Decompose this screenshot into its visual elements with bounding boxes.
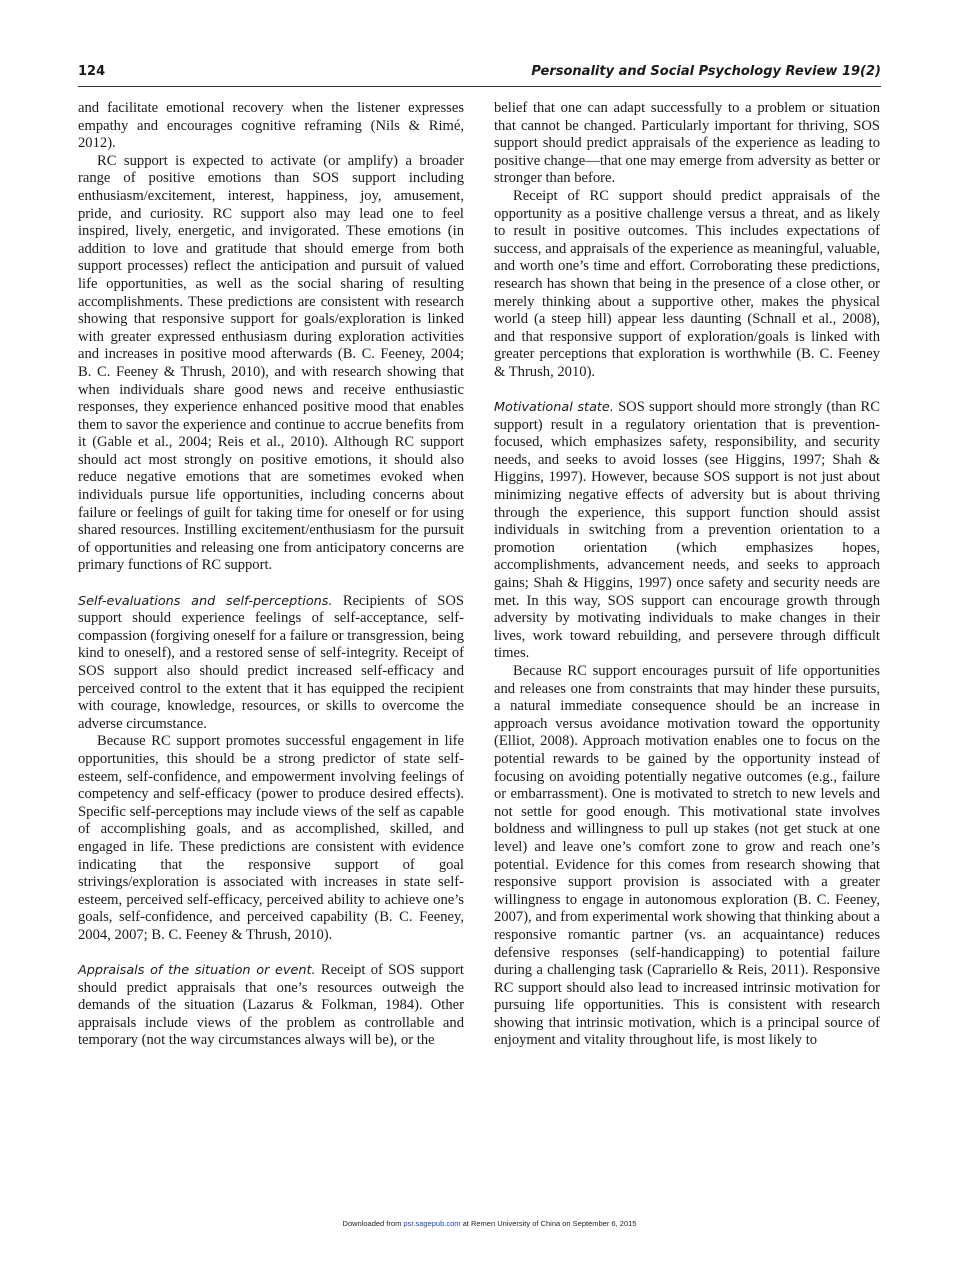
paragraph: and facilitate emotional recovery when the listener expresses empathy and encourages cognitive reframing (Nils & Rimé, 2012). xyxy=(78,100,464,152)
section-appraisals xyxy=(78,962,464,1050)
paragraph: belief that one can adapt successfully to a problem or situation that cannot be changed. Particularly important for thriving, SOS support should predict appraisals of the experience as leading to positive change—that one may emerge from adversity as better or stronger than before. xyxy=(494,100,880,187)
section-self-evaluations xyxy=(78,593,464,734)
right-column xyxy=(494,100,880,1050)
section-heading: Self-evaluations and self-perceptions. xyxy=(78,593,333,609)
page-header xyxy=(78,64,881,84)
journal-running-head: Personality and Social Psychology Review 19(2) xyxy=(531,64,881,79)
section-text: SOS support should more strongly (than RC support) result in a regulatory orientation that is prevention-focused, which emphasizes safety, responsibility, and security needs, and seeks to avoid losses (see Higgins, 1997; Shah & Higgins, 1997). However, because SOS support is not just about minimizing negative effects of adversity but is about thriving through the experience, this support function should assist individuals in switching from a prevention orientation to a promotion orientation (which emphasizes hopes, accomplishments, advancement needs, and seeks to approach gains; Shah & Higgins, 1997) once safety and security needs are met. In this way, SOS support can encourage growth through adversity by motivating individuals to make changes in their lives, work toward rebuilding, and persevere through difficult times. xyxy=(494,399,880,662)
section-text: Receipt of SOS support should predict appraisals that one’s resources outweigh the demands of the situation (Lazarus & Folkman, 1984). Other appraisals include views of the problem as controllable and temporary (not the way circumstances always will be), or the xyxy=(78,962,464,1049)
header-rule xyxy=(78,86,881,87)
download-footer xyxy=(0,1219,979,1228)
paragraph: Because RC support encourages pursuit of life opportunities and releases one from constraints that may hinder these pursuits, a natural immediate consequence should be an increase in approach versus avoidance motivation toward the opportunity (Elliot, 2008). Approach motivation enables one to focus on the potential rewards to be gained by the opportunity instead of focusing on avoiding potentially negative outcomes (e.g., failure or embarrassment). One is motivated to stretch to new levels and not settle for good enough. This motivational state involves boldness and willingness to pull up stakes (not get stuck at one level) and leave one’s comfort zone to grow and reach one’s potential. Evidence for this comes from research showing that responsive support provision is associated with a greater willingness to engage in autonomous exploration (B. C. Feeney, 2007), and from experimental work showing that thinking about a responsive romantic partner (vs. an acquaintance) reduces defensive responses (self-handicapping) to potential failure during a challenging task (Caprariello & Reis, 2011). Responsive RC support should also lead to increased intrinsic motivation for pursuing life opportunities. This is consistent with research showing that intrinsic motivation, which is a principal source of enjoyment and vitality throughout life, is most likely to xyxy=(494,663,880,1049)
paragraph: Receipt of RC support should predict appraisals of the opportunity as a positive challenge versus a threat, and as likely to result in positive outcomes. This includes expectations of success, and appraisals of the experience as meaningful, valuable, and worth one’s time and effort. Corroborating these predictions, research has shown that being in the presence of a close other, or merely thinking about a supportive other, makes the physical world (a steep hill) appear less daunting (Schnall et al., 2008), and that responsive support of exploration/goals is linked with greater perceptions that exploration is worthwhile (B. C. Feeney & Thrush, 2010). xyxy=(494,187,880,380)
footer-link[interactable]: psr.sagepub.com xyxy=(403,1219,461,1228)
footer-suffix: at Remen University of China on September 6, 2015 xyxy=(460,1219,637,1228)
paragraph: RC support is expected to activate (or amplify) a broader range of positive emotions than SOS support including enthusiasm/excitement, interest, happiness, joy, amusement, pride, and curiosity. RC support also may lead one to feel inspired, lively, energetic, and invigorated. These emotions (in addition to love and gratitude that should emerge from both support processes) reflect the anticipation and pursuit of valued life opportunities, as well as the social sharing of resulting accomplishments. These predictions are consistent with research showing that responsive support for goals/exploration is linked with greater expressed enthusiasm during exploration activities and increases in positive mood afterwards (B. C. Feeney, 2004; B. C. Feeney & Thrush, 2010), and with research showing that when individuals share good news and receive enthusiastic responses, they experience enhanced positive mood that enables them to savor the experience and continue to accrue benefits from it (Gable et al., 2004; Reis et al., 2010). Although RC support should act most strongly on positive emotions, it should also reduce negative emotions that are sometimes evoked when individuals pursue life opportunities, including concerns about failure or feelings of guilt for taking time for oneself or for using shared resources. Instilling excitement/enthusiasm for the pursuit of opportunities and releasing one from anticipatory concerns are primary functions of RC support. xyxy=(78,152,464,574)
footer-prefix: Downloaded from xyxy=(342,1219,404,1228)
page-number: 124 xyxy=(78,64,106,79)
section-heading: Motivational state. xyxy=(494,400,614,416)
paragraph: Because RC support promotes successful engagement in life opportunities, this should be a strong predictor of state self-esteem, self-confidence, and empowerment involving feelings of competency and self-efficacy (power to produce desired effects). Specific self-perceptions may include views of the self as capable of accomplishing goals, and as accomplished, skilled, and engaged in life. These predictions are consistent with evidence indicating that the responsive support of goal strivings/exploration is associated with increases in state self-esteem, perceived self-efficacy, perceived ability to achieve one’s goals, self-confidence, and perceived capability (B. C. Feeney, 2004, 2007; B. C. Feeney & Thrush, 2010). xyxy=(78,733,464,943)
section-heading: Appraisals of the situation or event. xyxy=(78,963,316,979)
left-column xyxy=(78,100,464,1050)
section-motivational-state xyxy=(494,399,880,663)
section-text: Recipients of SOS support should experience feelings of self-acceptance, self-compassion (forgiving oneself for a failure or transgression, being kind to oneself), and a restored sense of self-integrity. Receipt of SOS support also should predict increased self-efficacy and perceived control to the extent that it has equipped the recipient with courage, knowledge, resources, or skills to overcome the adverse circumstance. xyxy=(78,592,464,732)
